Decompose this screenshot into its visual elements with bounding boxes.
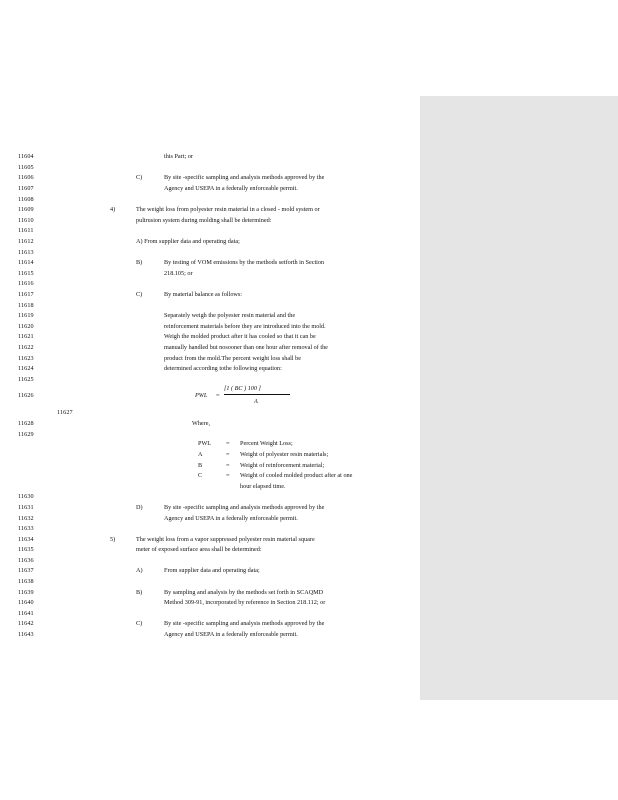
text-line: determined according tothe following equation: [164,365,282,372]
def-symbol: PWL [198,440,212,447]
line-number: 11633 [18,525,34,532]
where-label: Where, [192,420,211,427]
line-number: 11612 [18,238,34,245]
text-line: From supplier data and operating data; [164,567,260,574]
text-line: Agency and USEPA in a federally enforceable permit. [164,631,298,638]
def-equals: = [226,462,230,469]
line-number: 11641 [18,610,34,617]
text-line: By material balance as follows: [164,291,243,298]
line-number: 11639 [18,589,34,596]
item-label: C) [136,291,143,298]
def-description: Weight of reinforcement material; [240,462,325,469]
line-number: 11618 [18,302,34,309]
line-number: 11629 [18,431,34,438]
text-line: Separately weigh the polyester resin material and the [164,312,296,319]
item-label: B) [136,259,143,266]
text-line: The weight loss from polyester resin material in a closed - mold system or [136,206,320,213]
text-line: reinforcement materials before they are introduced into the mold. [164,323,326,330]
equation-numerator: [1 ( BC ) 100 ] [224,385,261,392]
line-number: 11632 [18,515,34,522]
equation-equals: = [216,392,220,399]
line-number: 11637 [18,567,34,574]
line-number: 11617 [18,291,34,298]
text-line: pultrusion system during molding shall be determined: [136,217,272,224]
text-line: A) From supplier data and operating data; [136,238,240,245]
def-equals: = [226,440,230,447]
line-number: 11607 [18,185,34,192]
item-label: C) [136,174,143,181]
line-number: 11620 [18,323,34,330]
line-number: 11613 [18,249,34,256]
text-line: By site -specific sampling and analysis methods approved by the [164,620,325,627]
text-line: By sampling and analysis by the methods set forth in SCAQMD [164,589,324,596]
line-number: 11621 [18,333,34,340]
text-line: The weight loss from a vapor suppressed polyester resin material square [136,536,315,543]
def-equals: = [226,451,230,458]
item-label: C) [136,620,143,627]
line-number: 11627 [57,409,73,416]
line-number: 11615 [18,270,34,277]
line-number: 11606 [18,174,34,181]
line-number: 11643 [18,631,34,638]
def-description: Weight of polyester resin materials; [240,451,329,458]
line-number: 11623 [18,355,34,362]
text-line: By site -specific sampling and analysis methods approved by the [164,174,325,181]
line-number: 11610 [18,217,34,224]
text-line: meter of exposed surface area shall be determined: [136,546,262,553]
line-number: 11622 [18,344,34,351]
item-label: A) [136,567,143,574]
line-number: 11624 [18,365,34,372]
line-number: 11628 [18,420,34,427]
text-line: By site -specific sampling and analysis methods approved by the [164,504,325,511]
line-number: 11604 [18,153,34,160]
comment-panel [420,96,618,700]
text-line: manually handled but nosooner than one hour after removal of the [164,344,328,351]
def-description: Weight of cooled molded product after at one [240,472,353,479]
line-number: 11640 [18,599,34,606]
item-label: 5) [110,536,116,543]
text-line: Agency and USEPA in a federally enforceable permit. [164,185,298,192]
text-line: By testing of VOM emissions by the methods setforth in Section [164,259,325,266]
line-number: 11611 [18,227,34,234]
line-number: 11636 [18,557,34,564]
line-number: 11642 [18,620,34,627]
text-line: Agency and USEPA in a federally enforceable permit. [164,515,298,522]
text-line: this Part; or [164,153,193,160]
text-line: product from the mold.The percent weight loss shall be [164,355,301,362]
def-symbol: B [198,462,203,469]
def-symbol: A [198,451,203,458]
line-number: 11619 [18,312,34,319]
line-number: 11609 [18,206,34,213]
def-description-continued: hour elapsed time. [240,483,286,490]
def-description: Percent Weight Loss; [240,440,293,447]
line-number: 11634 [18,536,34,543]
line-number: 11625 [18,376,34,383]
line-number: 11605 [18,164,34,171]
item-label: B) [136,589,143,596]
line-number: 11614 [18,259,34,266]
line-number: 11608 [18,196,34,203]
def-symbol: C [198,472,203,479]
text-line: Weigh the molded product after it has cooled so that it can be [164,333,316,340]
text-line: 218.105; or [164,270,193,277]
equation-denominator: A [254,398,258,405]
def-equals: = [226,472,230,479]
line-number: 11616 [18,280,34,287]
line-number: 11630 [18,493,34,500]
line-number: 11638 [18,578,34,585]
text-line: Method 309-91, incorporated by reference in Section 218.112; or [164,599,326,606]
equation-lhs: PWL [195,392,208,399]
line-number: 11635 [18,546,34,553]
fraction-bar [224,394,290,395]
item-label: D) [136,504,143,511]
item-label: 4) [110,206,116,213]
line-number: 11631 [18,504,34,511]
line-number: 11626 [18,392,34,399]
